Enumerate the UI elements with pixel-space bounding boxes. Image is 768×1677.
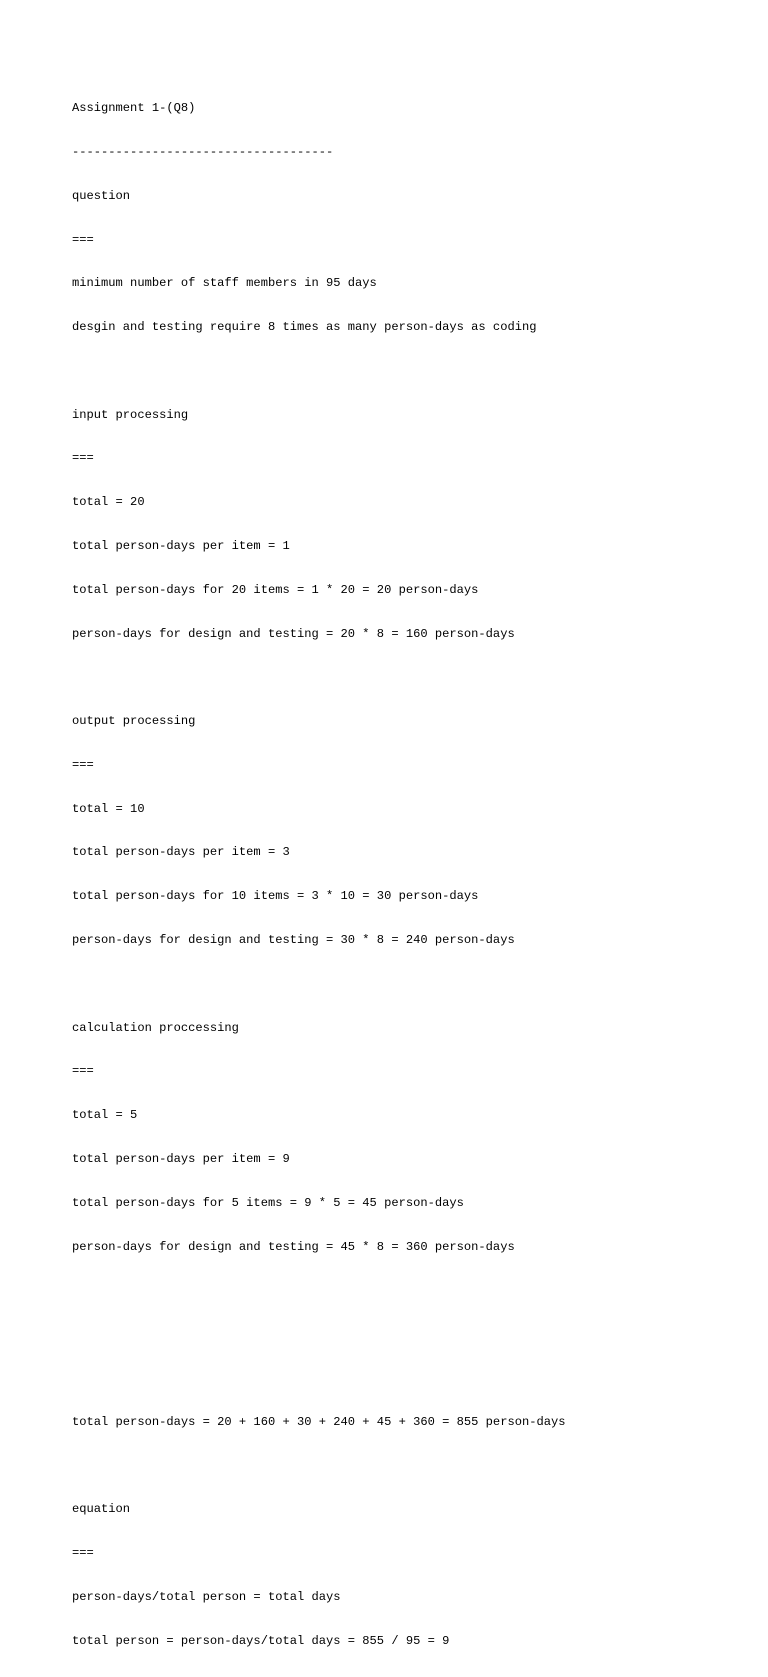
document-title: Assignment 1-(Q8) — [72, 101, 196, 116]
section-underline: === — [72, 451, 94, 466]
section-heading-output-processing: output processing — [72, 714, 196, 729]
section-underline: === — [72, 1545, 94, 1560]
blank-line — [72, 1458, 768, 1473]
section-heading-calculation-processing: calculation proccessing — [72, 1020, 239, 1035]
section-heading-question: question — [72, 188, 131, 203]
blank-line — [72, 364, 768, 379]
text-line: total person-days per item = 3 — [72, 845, 290, 860]
result-line: total person = person-days/total days = 855 / 95 = 9 — [72, 1633, 450, 1648]
text-line: person-days for design and testing = 45 * 8 = 360 person-days — [72, 1239, 515, 1254]
text-line: total = 10 — [72, 801, 145, 816]
text-line: total person-days for 20 items = 1 * 20 = 20 person-days — [72, 582, 479, 597]
text-line: total = 20 — [72, 495, 145, 510]
text-line: total person-days for 10 items = 3 * 10 = 30 person-days — [72, 889, 479, 904]
text-line: total person-days per item = 9 — [72, 1151, 290, 1166]
section-heading-input-processing: input processing — [72, 407, 189, 422]
text-line: total = 5 — [72, 1108, 138, 1123]
blank-line — [72, 670, 768, 685]
blank-line — [72, 1283, 768, 1298]
text-line: total person-days per item = 1 — [72, 539, 290, 553]
text-line: person-days for design and testing = 20 * 8 = 160 person-days — [72, 626, 515, 641]
section-underline: === — [72, 232, 94, 247]
section-underline: === — [72, 1064, 94, 1079]
text-line: total person-days for 5 items = 9 * 5 = 45 person-days — [72, 1195, 464, 1210]
text-line: person-days for design and testing = 30 * 8 = 240 person-days — [72, 933, 515, 948]
total-line: total person-days = 20 + 160 + 30 + 240 + 45 + 360 = 855 person-days — [72, 1414, 566, 1429]
document-text — [72, 72, 768, 1677]
text-line: person-days/total person = total days — [72, 1589, 341, 1604]
text-line: minimum number of staff members in 95 days — [72, 276, 377, 291]
section-underline: === — [72, 757, 94, 772]
blank-line — [72, 1327, 768, 1342]
section-heading-equation: equation — [72, 1502, 131, 1517]
text-line: desgin and testing require 8 times as many person-days as coding — [72, 320, 537, 335]
blank-line — [72, 1371, 768, 1386]
divider-line: ------------------------------------ — [72, 144, 334, 159]
blank-line — [72, 977, 768, 992]
